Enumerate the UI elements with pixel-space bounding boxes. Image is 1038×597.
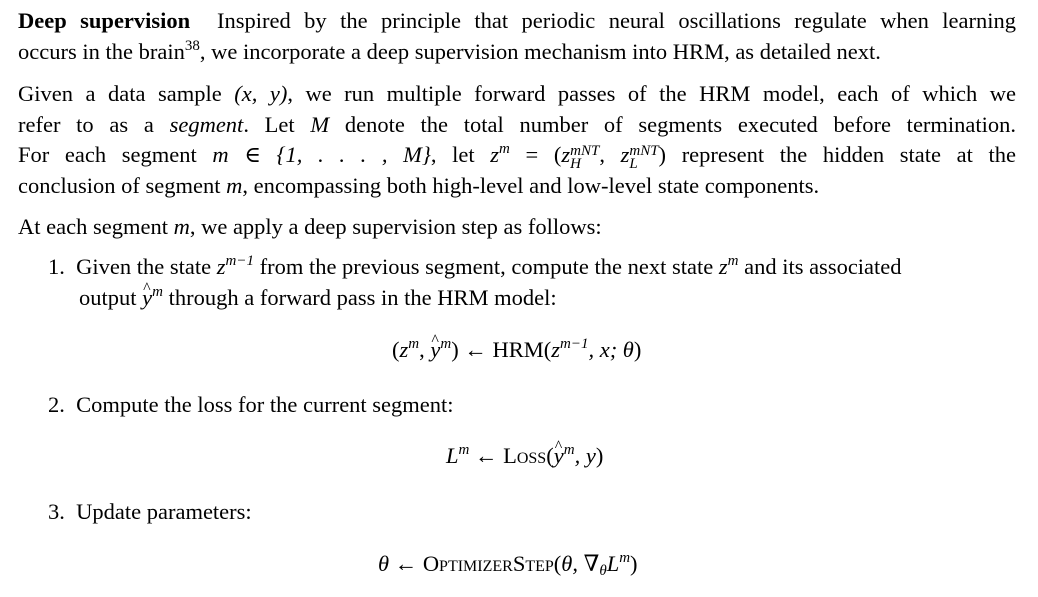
section-heading: Deep supervision — [18, 8, 191, 33]
paragraph-2-line-1: Given a data sample (x, y), we run multiple forward passes of the HRM model, each of which we — [18, 81, 1016, 106]
paragraph-2-line-4: conclusion of segment m, encompassing both high-level and low-level state components. — [18, 173, 820, 198]
step-number: 2. — [48, 392, 65, 417]
step-number: 1. — [48, 254, 65, 279]
paragraph-3: At each segment m, we apply a deep supervision step as follows: — [18, 214, 602, 239]
step-1-line-2: output ^ $y^m$ through a forward pass in the HRM model: — [79, 285, 557, 311]
citation-reference[interactable]: 38 — [184, 38, 200, 54]
equation-hrm-forward: ($z^m$, ^ $y^m$) ← $HRM(z^{m-1}$, x; θ) — [392, 336, 641, 364]
paragraph-1-line-1: Deep supervision Inspired by the principle that periodic neural oscillations regulate when learning — [18, 8, 1016, 33]
paragraph-2-line-3: For each segment m ∈ {1, . . . , M}, let $z^m = (z$ mNT H , z mNT L ) represent the hidden state at the — [18, 141, 1017, 172]
step-2-line: 2. Compute the loss for the current segment: — [48, 392, 454, 417]
equation-optimizer-step: θ ← OptimizerStep(θ, $\nabla_\theta L^m$) — [378, 550, 638, 579]
step-1-line-1: 1. Given the state $z^{m-1}$ from the previous segment, compute the next state $z^m$ and its associated — [48, 253, 902, 279]
step-number: 3. — [48, 499, 65, 524]
hidden-state-tuple: (z mNT H , z mNT L ) — [553, 142, 667, 172]
paragraph-2-line-2: refer to as a segment. Let M denote the total number of segments executed before termination. — [18, 112, 1017, 137]
paragraph-1-line-2: occurs in the brain$^{38}$, we incorporate a deep supervision mechanism into HRM, as detailed next. — [18, 38, 881, 64]
step-3-line: 3. Update parameters: — [48, 499, 252, 524]
term-segment: segment — [169, 112, 244, 137]
equation-loss: $L^m$ ← Loss(^ $y^m$, y) — [446, 442, 603, 470]
